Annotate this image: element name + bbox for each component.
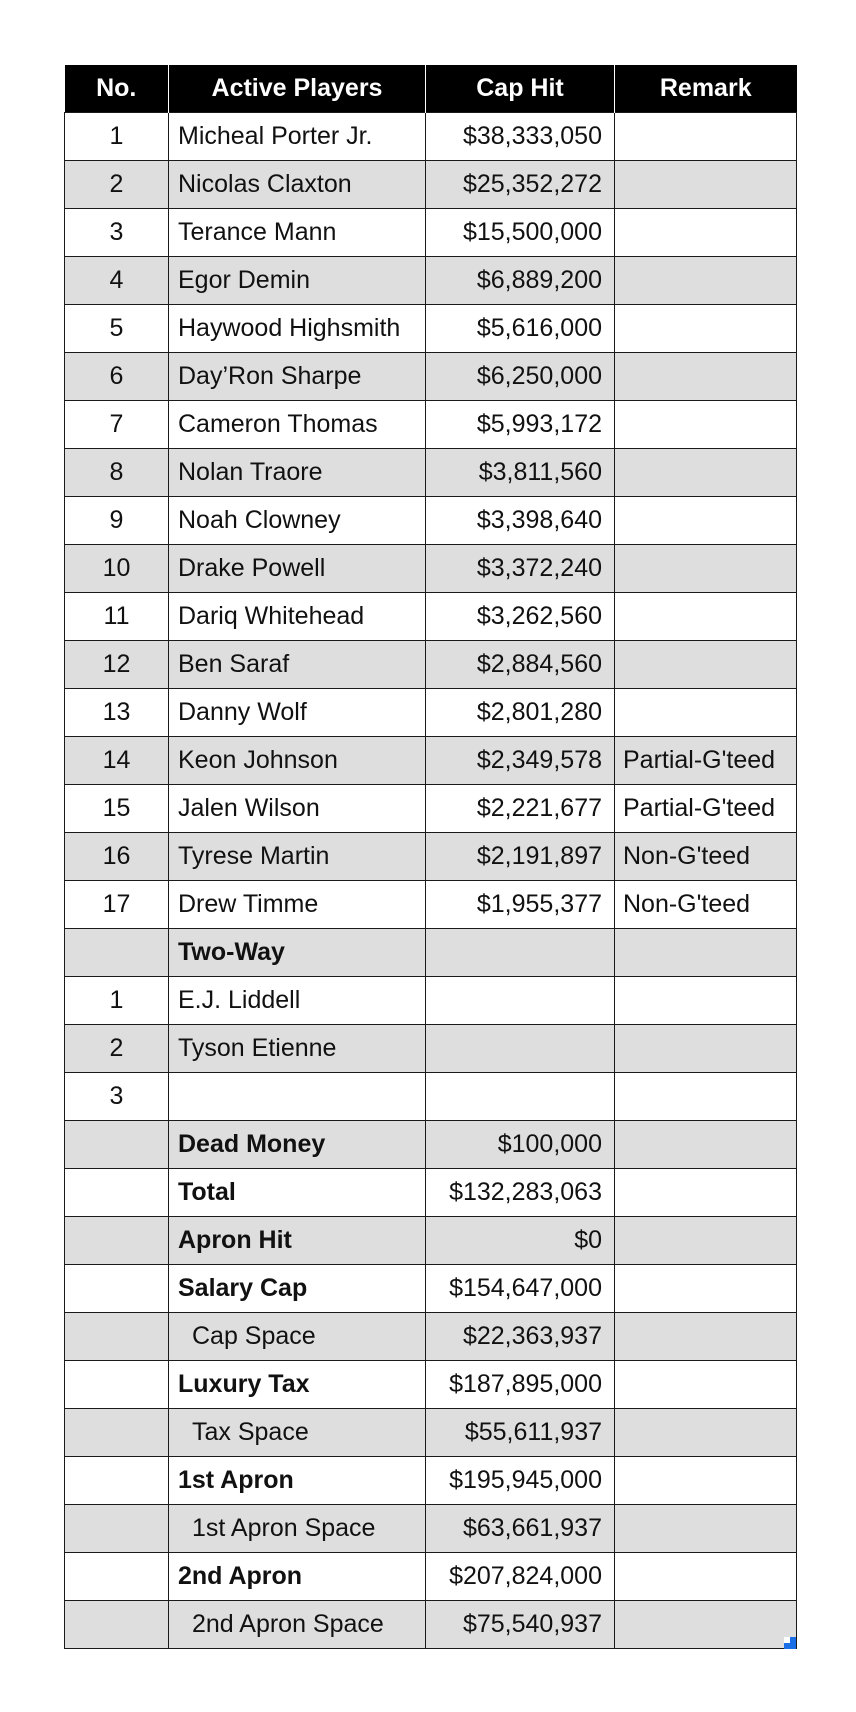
cell-player-name[interactable]: Cap Space [169,1313,426,1361]
cell-remark[interactable] [615,1409,797,1457]
cell-player-name[interactable]: Dead Money [169,1121,426,1169]
cell-player-name[interactable]: Two-Way [169,929,426,977]
table-row [65,305,797,353]
cell-cap-hit[interactable]: $38,333,050 [426,113,615,161]
cell-player-name[interactable]: Tax Space [169,1409,426,1457]
cell-player-name[interactable] [169,1073,426,1121]
cell-remark[interactable] [615,353,797,401]
cell-cap-hit[interactable]: $187,895,000 [426,1361,615,1409]
table-row [65,881,797,929]
cell-cap-hit[interactable]: $132,283,063 [426,1169,615,1217]
cell-cap-hit[interactable]: $15,500,000 [426,209,615,257]
cell-no[interactable] [65,1457,169,1505]
cell-player-name[interactable]: Noah Clowney [169,497,426,545]
table-row [65,449,797,497]
header-active-players[interactable]: Active Players [169,65,426,113]
table-row [65,689,797,737]
table-row [65,929,797,977]
cell-player-name[interactable]: Ben Saraf [169,641,426,689]
cell-player-name[interactable]: Terance Mann [169,209,426,257]
cell-player-name[interactable]: Keon Johnson [169,737,426,785]
cell-player-name[interactable]: Jalen Wilson [169,785,426,833]
cell-remark[interactable] [615,689,797,737]
table-row [65,1169,797,1217]
cell-remark[interactable] [615,929,797,977]
cell-remark[interactable]: Partial-G'teed [615,737,797,785]
cell-no[interactable]: 8 [65,449,169,497]
cell-cap-hit[interactable] [426,1073,615,1121]
cell-remark[interactable] [615,1025,797,1073]
table-row [65,1121,797,1169]
cell-remark[interactable] [615,401,797,449]
cell-no[interactable]: 15 [65,785,169,833]
cell-cap-hit[interactable]: $5,616,000 [426,305,615,353]
cell-player-name[interactable]: Danny Wolf [169,689,426,737]
cell-cap-hit[interactable]: $2,349,578 [426,737,615,785]
cell-cap-hit[interactable]: $75,540,937 [426,1601,615,1649]
table-row [65,1025,797,1073]
table-row [65,1601,797,1649]
cell-player-name[interactable]: Drew Timme [169,881,426,929]
cell-player-name[interactable]: Cameron Thomas [169,401,426,449]
table-row [65,1505,797,1553]
cell-no[interactable]: 2 [65,161,169,209]
cell-cap-hit[interactable] [426,977,615,1025]
cell-remark[interactable] [615,305,797,353]
cell-player-name[interactable]: 1st Apron Space [169,1505,426,1553]
table-row [65,257,797,305]
cell-player-name[interactable]: 2nd Apron [169,1553,426,1601]
cell-cap-hit[interactable]: $6,889,200 [426,257,615,305]
cell-remark[interactable] [615,641,797,689]
cell-player-name[interactable]: Tyrese Martin [169,833,426,881]
cell-remark[interactable] [615,1265,797,1313]
cell-no[interactable]: 3 [65,209,169,257]
cell-remark[interactable] [615,1361,797,1409]
table-body [65,113,797,1649]
cell-no[interactable]: 3 [65,1073,169,1121]
cell-player-name[interactable]: E.J. Liddell [169,977,426,1025]
cell-remark[interactable] [615,1457,797,1505]
cell-cap-hit[interactable]: $2,884,560 [426,641,615,689]
table-row [65,161,797,209]
cell-cap-hit[interactable]: $207,824,000 [426,1553,615,1601]
cell-remark[interactable] [615,1505,797,1553]
salary-table [64,65,797,1649]
cell-remark[interactable] [615,1313,797,1361]
cell-player-name[interactable]: 2nd Apron Space [169,1601,426,1649]
cell-player-name[interactable]: Dariq Whitehead [169,593,426,641]
cell-cap-hit[interactable]: $3,262,560 [426,593,615,641]
cell-player-name[interactable]: Nolan Traore [169,449,426,497]
cell-remark[interactable] [615,1553,797,1601]
table-row [65,737,797,785]
cell-no[interactable] [65,1409,169,1457]
table-row [65,785,797,833]
table-row [65,833,797,881]
table-row [65,353,797,401]
cell-player-name[interactable]: Egor Demin [169,257,426,305]
selection-fill-handle[interactable] [784,1637,796,1649]
table-row [65,497,797,545]
cell-remark[interactable] [615,1073,797,1121]
cap-sheet [64,65,796,1649]
cell-no[interactable]: 4 [65,257,169,305]
cell-remark[interactable] [615,209,797,257]
cell-remark[interactable] [615,977,797,1025]
cell-player-name[interactable]: Day’Ron Sharpe [169,353,426,401]
cell-no[interactable]: 6 [65,353,169,401]
cell-player-name[interactable]: Apron Hit [169,1217,426,1265]
cell-cap-hit[interactable]: $100,000 [426,1121,615,1169]
cell-no[interactable] [65,1313,169,1361]
cell-remark[interactable] [615,161,797,209]
cell-cap-hit[interactable]: $6,250,000 [426,353,615,401]
table-row [65,1361,797,1409]
cell-no[interactable] [65,1121,169,1169]
table-row [65,1457,797,1505]
cell-cap-hit[interactable]: $1,955,377 [426,881,615,929]
cell-no[interactable]: 16 [65,833,169,881]
cell-remark[interactable] [615,593,797,641]
table-row [65,1553,797,1601]
cell-remark[interactable] [615,113,797,161]
table-row [65,1313,797,1361]
cell-remark[interactable] [615,1601,797,1649]
cell-no[interactable] [65,1505,169,1553]
cell-cap-hit[interactable]: $25,352,272 [426,161,615,209]
cell-player-name[interactable]: Nicolas Claxton [169,161,426,209]
cell-cap-hit[interactable]: $22,363,937 [426,1313,615,1361]
cell-remark[interactable]: Non-G'teed [615,881,797,929]
table-row [65,401,797,449]
table-row [65,545,797,593]
cell-cap-hit[interactable]: $2,221,677 [426,785,615,833]
header-row [65,65,797,113]
cell-remark[interactable] [615,257,797,305]
cell-cap-hit[interactable]: $3,398,640 [426,497,615,545]
table-row [65,1409,797,1457]
cell-no[interactable] [65,1265,169,1313]
header-cap-hit[interactable]: Cap Hit [426,65,615,113]
header-remark[interactable]: Remark [615,65,797,113]
cell-no[interactable] [65,1361,169,1409]
table-row [65,209,797,257]
cell-player-name[interactable]: Total [169,1169,426,1217]
cell-no[interactable] [65,1601,169,1649]
cell-no[interactable]: 9 [65,497,169,545]
cell-no[interactable]: 1 [65,977,169,1025]
cell-cap-hit[interactable]: $55,611,937 [426,1409,615,1457]
cell-no[interactable]: 14 [65,737,169,785]
cell-no[interactable]: 17 [65,881,169,929]
cell-cap-hit[interactable]: $2,801,280 [426,689,615,737]
cell-cap-hit[interactable]: $154,647,000 [426,1265,615,1313]
cell-cap-hit[interactable] [426,929,615,977]
cell-remark[interactable] [615,545,797,593]
table-row [65,113,797,161]
cell-remark[interactable]: Partial-G'teed [615,785,797,833]
table-row [65,1217,797,1265]
cell-no[interactable]: 12 [65,641,169,689]
cell-remark[interactable] [615,1169,797,1217]
table-row [65,641,797,689]
cell-player-name[interactable]: Haywood Highsmith [169,305,426,353]
table-row [65,1073,797,1121]
cell-no[interactable]: 13 [65,689,169,737]
cell-player-name[interactable]: Micheal Porter Jr. [169,113,426,161]
cell-no[interactable]: 10 [65,545,169,593]
cell-player-name[interactable]: Tyson Etienne [169,1025,426,1073]
cell-cap-hit[interactable] [426,1025,615,1073]
cell-no[interactable] [65,929,169,977]
cell-no[interactable]: 2 [65,1025,169,1073]
cell-remark[interactable] [615,497,797,545]
cell-no[interactable]: 1 [65,113,169,161]
cell-player-name[interactable]: Salary Cap [169,1265,426,1313]
cell-remark[interactable]: Non-G'teed [615,833,797,881]
cell-cap-hit[interactable]: $3,811,560 [426,449,615,497]
header-no[interactable]: No. [65,65,169,113]
cell-no[interactable]: 7 [65,401,169,449]
cell-player-name[interactable]: Drake Powell [169,545,426,593]
cell-player-name[interactable]: 1st Apron [169,1457,426,1505]
table-row [65,1265,797,1313]
cell-cap-hit[interactable]: $0 [426,1217,615,1265]
cell-cap-hit[interactable]: $63,661,937 [426,1505,615,1553]
cell-player-name[interactable]: Luxury Tax [169,1361,426,1409]
cell-no[interactable] [65,1553,169,1601]
cell-cap-hit[interactable]: $195,945,000 [426,1457,615,1505]
cell-no[interactable]: 5 [65,305,169,353]
cell-no[interactable] [65,1169,169,1217]
cell-no[interactable]: 11 [65,593,169,641]
cell-remark[interactable] [615,449,797,497]
cell-cap-hit[interactable]: $2,191,897 [426,833,615,881]
cell-remark[interactable] [615,1121,797,1169]
table-row [65,977,797,1025]
cell-remark[interactable] [615,1217,797,1265]
table-row [65,593,797,641]
cell-no[interactable] [65,1217,169,1265]
cell-cap-hit[interactable]: $3,372,240 [426,545,615,593]
cell-cap-hit[interactable]: $5,993,172 [426,401,615,449]
